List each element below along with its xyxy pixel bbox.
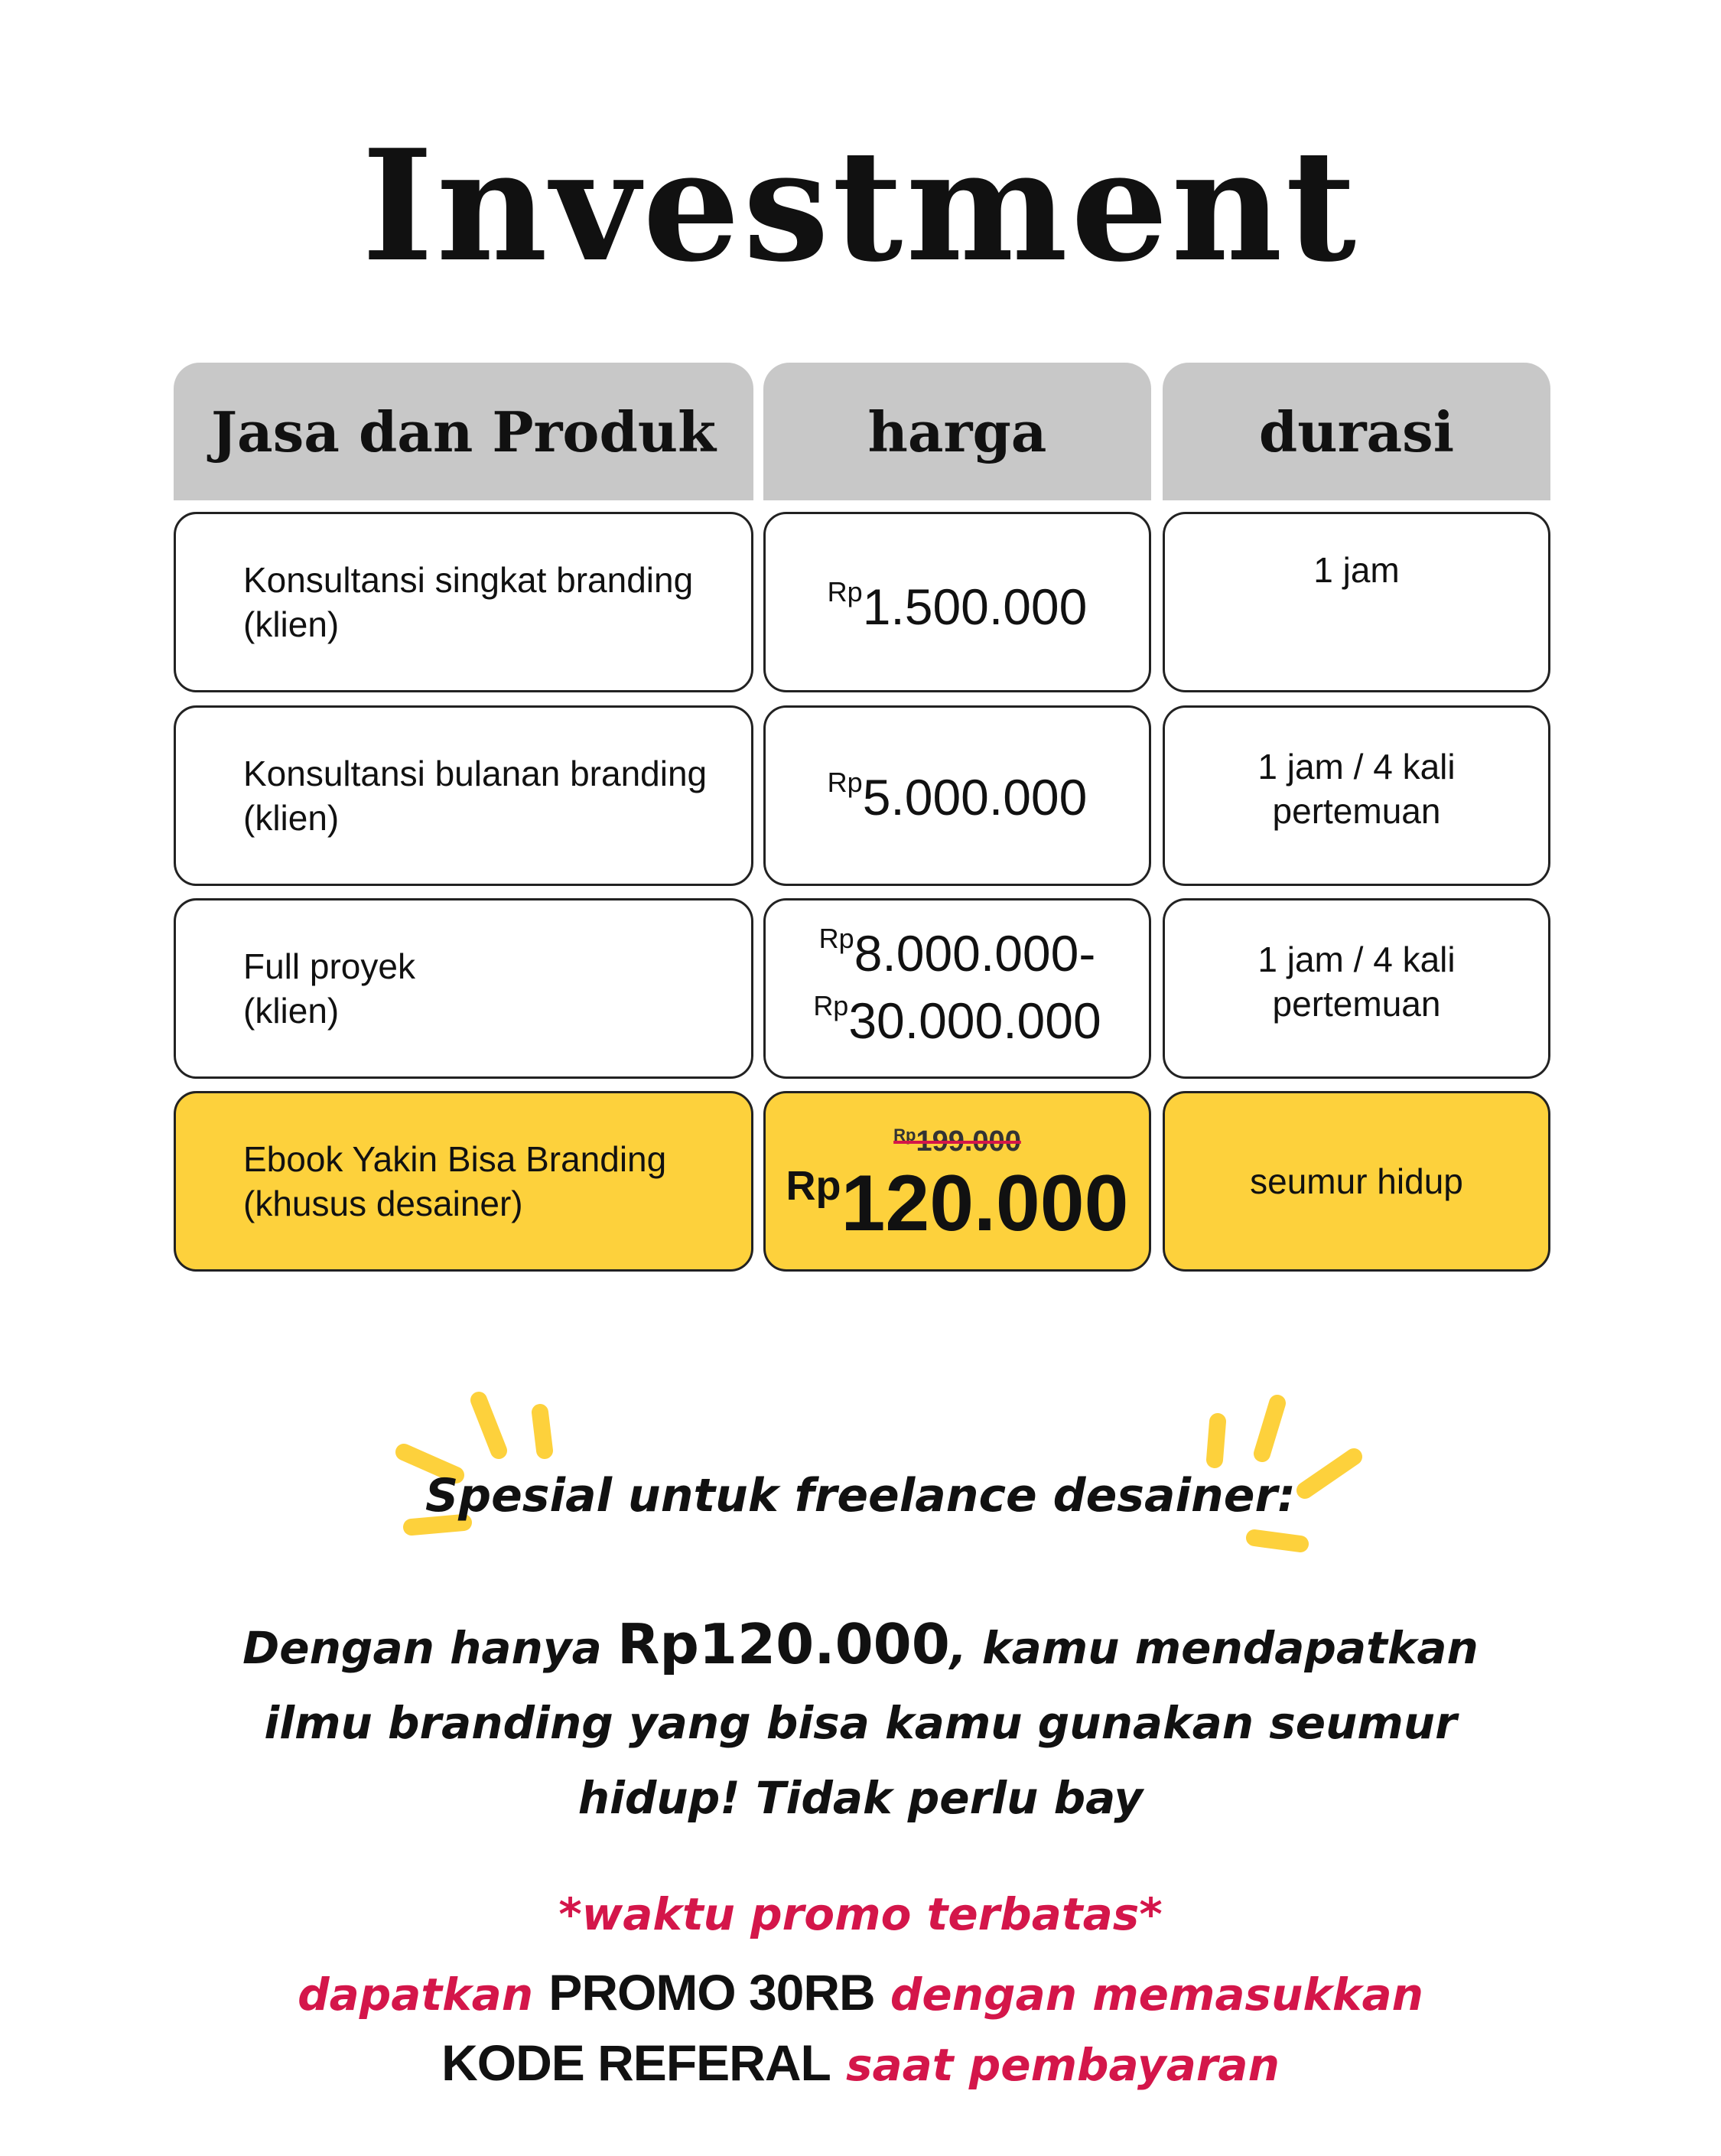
promo-text-2: dengan memasukkan — [874, 1969, 1423, 2021]
service-name: Konsultansi bulanan branding — [243, 754, 708, 793]
duration-text: 1 jam / 4 kali — [1257, 940, 1456, 979]
promo-text: dapatkan — [298, 1969, 549, 2021]
price-currency-2: Rp — [813, 990, 849, 1021]
duration-text: seumur hidup — [1250, 1161, 1463, 1201]
duration-text-2: pertemuan — [1272, 791, 1441, 831]
service-name: Konsultansi singkat branding — [243, 560, 694, 600]
promo-code-label: PROMO 30RB — [548, 1964, 875, 2021]
price-currency: Rp — [827, 576, 863, 607]
promo-line-2 — [0, 1963, 1721, 2021]
offer-text-before: Dengan hanya — [242, 1622, 617, 1674]
price-currency: Rp — [827, 767, 863, 798]
old-price-amount: 199.000 — [916, 1125, 1021, 1158]
promo-line-3 — [0, 2034, 1721, 2092]
duration-text: 1 jam / 4 kali — [1257, 747, 1456, 787]
new-price-currency: Rp — [786, 1163, 841, 1209]
special-heading: Spesial untuk freelance desainer: — [425, 1469, 1296, 1523]
price-amount-from: 8.000.000- — [854, 925, 1096, 982]
price-amount: 1.500.000 — [862, 578, 1088, 635]
header-durasi: durasi — [1163, 363, 1550, 500]
header-jasa-dan-produk: Jasa dan Produk — [174, 363, 753, 500]
new-price-amount: 120.000 — [841, 1159, 1129, 1248]
referral-code-label: KODE REFERAL — [441, 2034, 831, 2091]
service-client: (klien) — [243, 604, 340, 644]
offer-paragraph — [199, 1607, 1522, 1835]
price-currency: Rp — [818, 923, 854, 954]
old-price-currency: Rp — [893, 1125, 916, 1145]
duration-text-2: pertemuan — [1272, 984, 1441, 1024]
price-amount: 5.000.000 — [862, 769, 1088, 826]
promo-limited-time: *waktu promo terbatas* — [558, 1888, 1163, 1940]
service-name: Ebook Yakin Bisa Branding — [243, 1139, 667, 1179]
service-client: (khusus desainer) — [243, 1184, 523, 1223]
page-title: Investment — [361, 116, 1360, 296]
header-harga: harga — [763, 363, 1151, 500]
offer-amount: Rp120.000 — [617, 1612, 950, 1676]
promo-text-3: saat pembayaran — [830, 2039, 1280, 2091]
price-amount-to: 30.000.000 — [848, 992, 1101, 1049]
service-client: (klien) — [243, 991, 340, 1031]
offer-text-after: , kamu mendapatkan ilmu branding yang bisa kamu gunakan seumur hidup! Tidak perlu bay — [264, 1622, 1479, 1824]
service-name: Full proyek — [243, 946, 415, 986]
service-client: (klien) — [243, 798, 340, 838]
duration-text: 1 jam — [1313, 550, 1400, 590]
